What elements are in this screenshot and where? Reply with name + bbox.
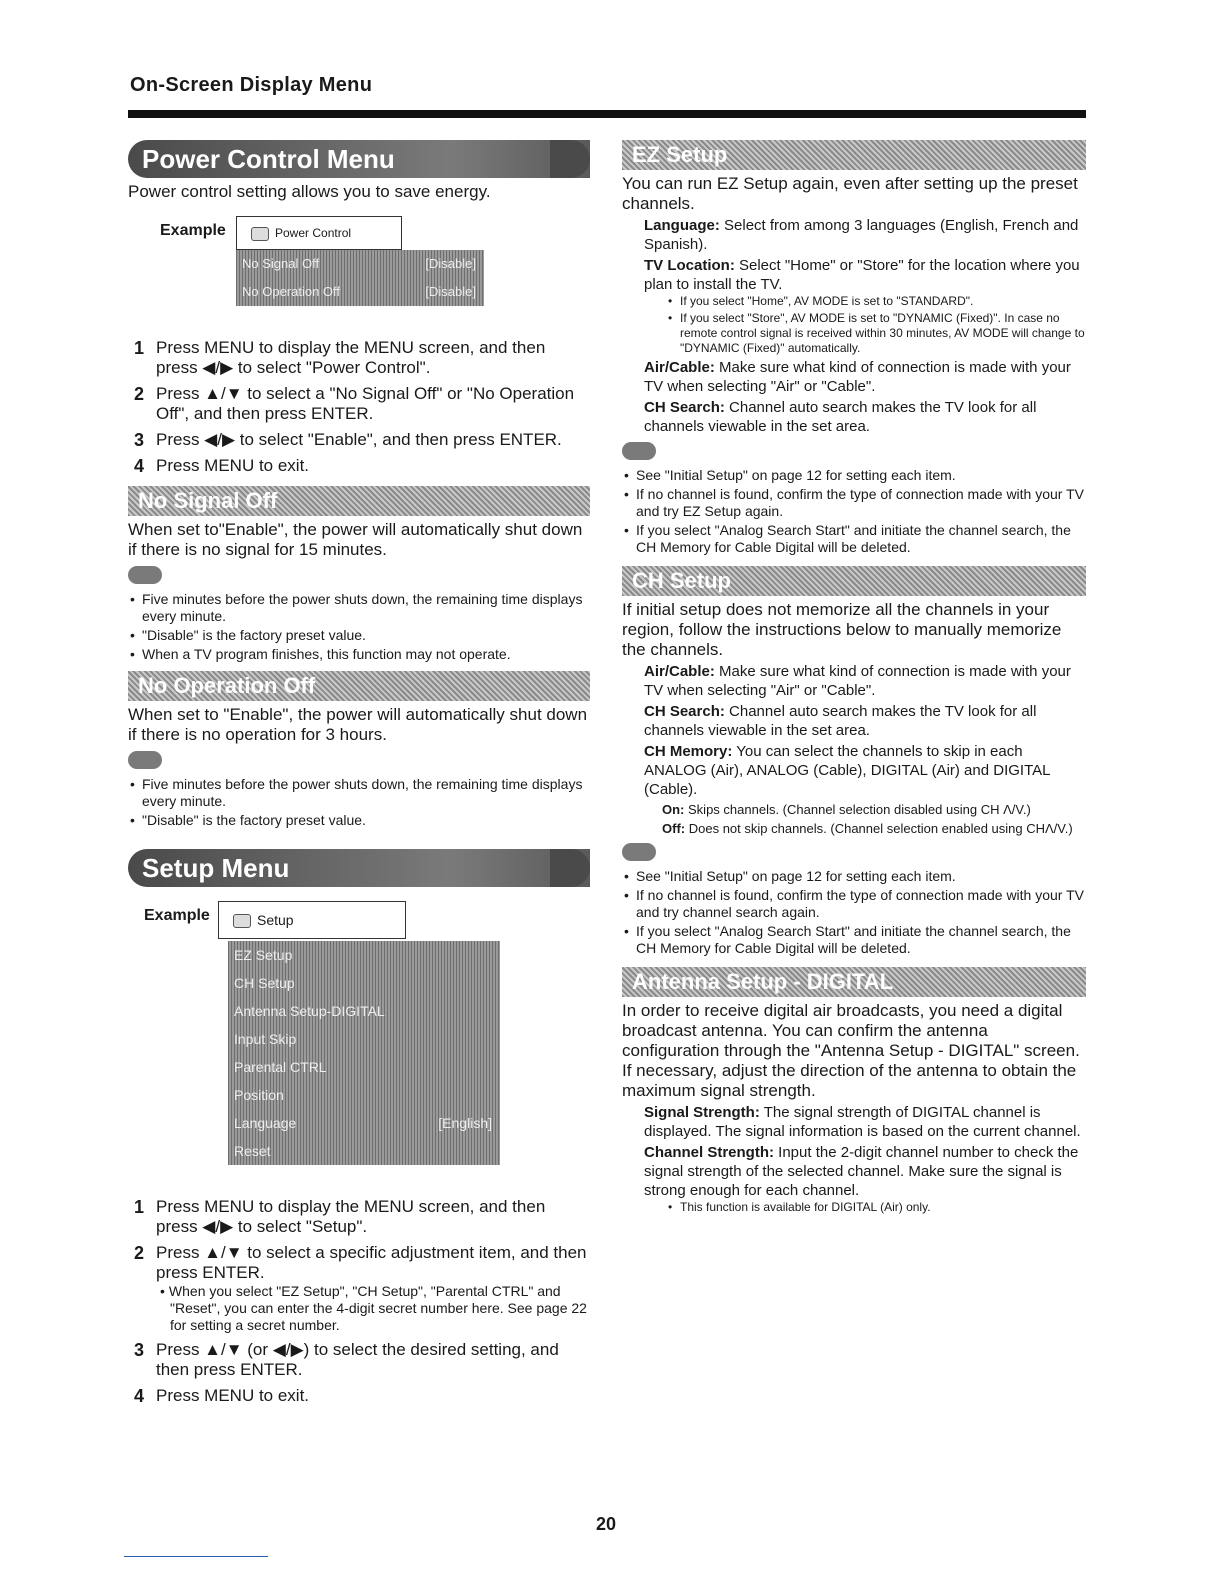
power-control-intro: Power control setting allows you to save energy. [128,182,491,201]
setup-menu-example [128,893,590,1187]
menu-item-language[interactable]: Language [English] [234,1115,492,1131]
term-ch-search: CH Search: Channel auto search makes the TV look for all channels viewable in the set area. [644,399,1037,435]
note-item: • Five minutes before the power shuts down, the remaining time displays every minute. [128,591,590,625]
header-rule [128,110,1086,118]
step: 4 Press MENU to exit. [134,1386,310,1406]
menu-item-input-skip[interactable]: Input Skip [234,1031,297,1047]
antenna-setup-banner: Antenna Setup - DIGITAL [622,967,1086,997]
term-tv-location: TV Location: Select "Home" or "Store" for the location where you plan to install the TV. [644,257,1080,293]
example-label: Example [144,907,210,924]
term-air-cable: Air/Cable: Make sure what kind of connection is made with your TV when selecting "Air" or "Cable". [644,359,1071,395]
example-label: Example [160,222,226,239]
term-signal-strength: Signal Strength: The signal strength of DIGITAL channel is displayed. The signal information is based on the current channel. [644,1104,1081,1140]
power-control-icon [251,227,269,241]
page-number: 20 [596,1514,617,1534]
menu-item-ch-setup[interactable]: CH Setup [234,975,295,991]
note-item: • When a TV program finishes, this function may not operate. [128,646,590,663]
no-operation-off-text: When set to "Enable", the power will automatically shut down if there is no operation for 3 hours. [128,705,588,744]
term-on: On: Skips channels. (Channel selection disabled using CH Λ/V.) [662,802,1031,817]
tv-location-notes [666,294,1086,356]
no-operation-off-banner: No Operation Off [128,671,590,701]
ez-setup-intro: You can run EZ Setup again, even after setting up the preset channels. [622,174,1078,213]
note-icon [128,566,162,584]
note-item: • If you select "Store", AV MODE is set to "DYNAMIC (Fixed)". In case no remote control signal is received within 30 minutes, AV MODE will change to "DYNAMIC (Fixed)" automatically. [666,311,1086,356]
right-column [622,140,1086,1217]
note-icon [622,442,656,460]
note-item: • If you select "Analog Search Start" and initiate the channel search, the CH Memory for Cable Digital will be deleted. [622,522,1086,556]
note-icon [622,843,656,861]
no-operation-off-notes [128,776,590,829]
note-item: • "Disable" is the factory preset value. [128,627,590,644]
setup-menu-steps [128,1197,590,1406]
note-item: • If no channel is found, confirm the type of connection made with your TV and try channel search again. [622,887,1086,921]
no-signal-off-notes [128,591,590,663]
menu-item-no-signal-off[interactable]: No Signal Off [Disable] [242,256,476,271]
note-item: • See "Initial Setup" on page 12 for setting each item. [622,868,1086,885]
power-control-example [128,208,590,328]
menu-item-position[interactable]: Position [234,1087,284,1103]
ch-setup-intro: If initial setup does not memorize all the channels in your region, follow the instructions below to manually memorize the channels. [622,600,1062,659]
power-control-steps [128,338,590,476]
note-item: • "Disable" is the factory preset value. [128,812,590,829]
note-item: • If no channel is found, confirm the type of connection made with your TV and try EZ Setup again. [622,486,1086,520]
note-item: • If you select "Analog Search Start" and initiate the channel search, the CH Memory for Cable Digital will be deleted. [622,923,1086,957]
setup-menu-list [228,941,500,1165]
menu-item-no-operation-off[interactable]: No Operation Off [Disable] [242,284,476,299]
channel-strength-notes [666,1200,1086,1215]
step: 2 Press ▲/▼ to select a "No Signal Off" or "No Operation Off", and then press ENTER. [134,384,575,423]
ch-setup-notes [622,868,1086,957]
no-signal-off-text: When set to"Enable", the power will automatically shut down if there is no signal for 15 minutes. [128,520,583,559]
term-air-cable: Air/Cable: Make sure what kind of connection is made with your TV when selecting "Air" or "Cable". [644,663,1071,699]
ch-setup-banner: CH Setup [622,566,1086,596]
power-control-banner: Power Control Menu [128,140,590,178]
term-channel-strength: Channel Strength: Input the 2-digit channel number to check the signal strength of the selected channel. Make sure the signal is strong enough for each channel. [644,1144,1079,1199]
power-control-menu-title: Power Control [236,216,402,250]
step: 4 Press MENU to exit. [134,456,310,476]
ez-setup-notes [622,467,1086,556]
term-ch-memory: CH Memory: You can select the channels to skip in each ANALOG (Air), ANALOG (Cable), DIGITAL (Air) and DIGITAL (Cable). [644,743,1050,798]
setup-menu-title: Setup [218,901,406,939]
power-control-menu-list [236,250,484,306]
term-ch-search: CH Search: Channel auto search makes the TV look for all channels viewable in the set area. [644,703,1037,739]
note-icon [128,751,162,769]
note-item: • This function is available for DIGITAL (Air) only. [666,1200,1086,1215]
step: 1 Press MENU to display the MENU screen, and then press ◀/▶ to select "Power Control". [134,338,546,377]
menu-item-parental-ctrl[interactable]: Parental CTRL [234,1059,327,1075]
menu-item-ez-setup[interactable]: EZ Setup [234,947,293,963]
note-item: • If you select "Home", AV MODE is set to "STANDARD". [666,294,1086,309]
footer-rule [124,1556,268,1557]
note-item: • See "Initial Setup" on page 12 for setting each item. [622,467,1086,484]
step: 1 Press MENU to display the MENU screen, and then press ◀/▶ to select "Setup". [134,1197,546,1236]
menu-item-reset[interactable]: Reset [234,1143,271,1159]
ez-setup-banner: EZ Setup [622,140,1086,170]
menu-item-antenna-setup[interactable]: Antenna Setup-DIGITAL [234,1003,385,1019]
left-column [128,140,590,1412]
step: 3 Press ▲/▼ (or ◀/▶) to select the desired setting, and then press ENTER. [134,1340,559,1379]
term-language: Language: Select from among 3 languages (English, French and Spanish). [644,217,1079,253]
step: 3 Press ◀/▶ to select "Enable", and then press ENTER. [134,430,562,450]
step: 2 Press ▲/▼ to select a specific adjustment item, and then press ENTER. • When you select "EZ Setup", "CH Setup", "Parental CTRL" and "Reset", you can enter the 4-digit secret number here. See page 22 for setting a secret number. [128,1243,590,1334]
no-signal-off-banner: No Signal Off [128,486,590,516]
setup-menu-banner: Setup Menu [128,849,590,887]
setup-icon [233,914,251,928]
note-item: • Five minutes before the power shuts down, the remaining time displays every minute. [128,776,590,810]
antenna-setup-intro: In order to receive digital air broadcasts, you need a digital broadcast antenna. You can confirm the antenna configuration through the "Antenna Setup - DIGITAL" screen. If necessary, adjust the direction of the antenna to obtain the maximum signal strength. [622,1001,1080,1100]
page-header: On-Screen Display Menu [130,74,373,96]
term-off: Off: Does not skip channels. (Channel selection enabled using CHΛ/V.) [662,821,1073,836]
